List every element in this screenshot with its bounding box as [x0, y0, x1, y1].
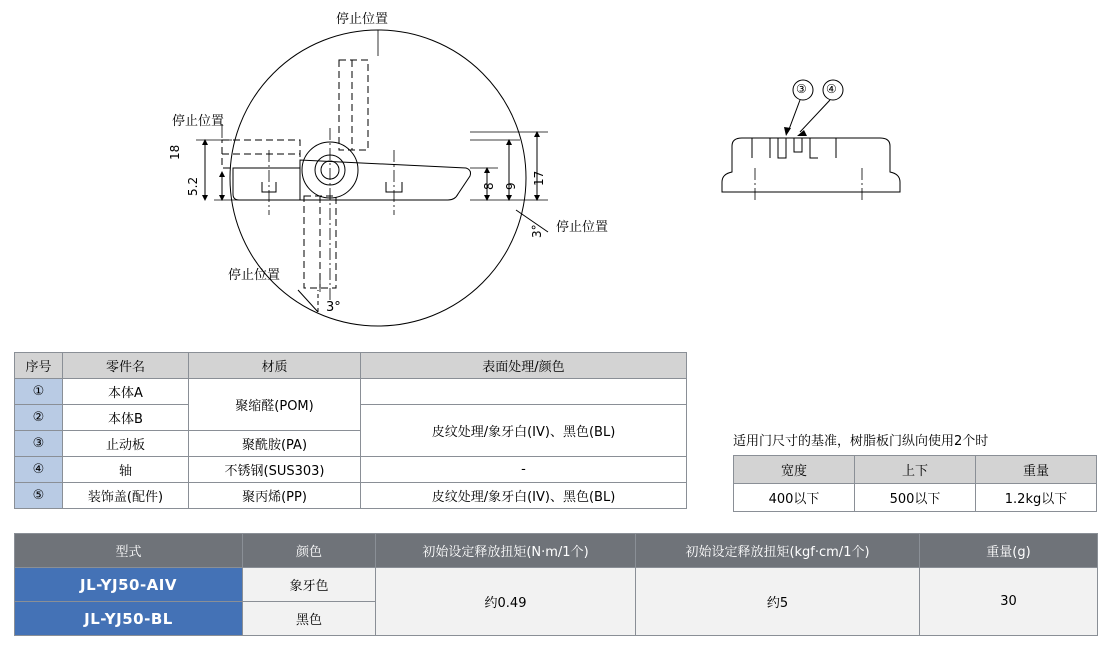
- label-stop-position-right: 停止位置: [556, 220, 609, 235]
- parts-header-name: 零件名: [63, 353, 189, 379]
- parts-row-0-finish: [361, 379, 687, 405]
- stop-position-upper-dashed: [339, 60, 368, 150]
- parts-header-finish: 表面处理/颜色: [361, 353, 687, 379]
- model-header-weight: 重量(g): [920, 534, 1098, 568]
- door-header-weight: 重量: [976, 456, 1097, 484]
- door-table-header-row: [734, 456, 1097, 484]
- model-row-0-color: 象牙色: [243, 568, 376, 602]
- model-table: [14, 533, 1098, 636]
- model-row-0-torque-kgf: 约5: [636, 568, 920, 636]
- model-row-0-weight: 30: [920, 568, 1098, 636]
- parts-row-1-no: ②: [15, 405, 63, 431]
- parts-header-material: 材质: [189, 353, 361, 379]
- table-row: [15, 379, 687, 405]
- dim-right-stack: [470, 131, 548, 201]
- stop-position-lower-dashed: [304, 196, 336, 288]
- model-header-torque-nm: 初始设定释放扭矩(N·m/1个): [376, 534, 636, 568]
- model-table-header-row: [15, 534, 1098, 568]
- dim-label-17: 17: [532, 170, 546, 186]
- parts-row-3-no: ④: [15, 457, 63, 483]
- door-value-weight: 1.2kg以下: [976, 484, 1097, 512]
- body-left-arm: [233, 168, 300, 200]
- side-view: [722, 80, 900, 200]
- model-row-1-name[interactable]: JL-YJ50-BL: [15, 602, 243, 636]
- parts-row-1-finish: 皮纹处理/象牙白(IV)、黑色(BL): [361, 405, 687, 457]
- door-header-width: 宽度: [734, 456, 855, 484]
- door-value-height: 500以下: [855, 484, 976, 512]
- table-row: [15, 483, 687, 509]
- parts-table: [14, 352, 687, 509]
- parts-row-2-no: ③: [15, 431, 63, 457]
- model-header-type: 型式: [15, 534, 243, 568]
- model-header-torque-kgf: 初始设定释放扭矩(kgf·cm/1个): [636, 534, 920, 568]
- parts-row-4-material: 聚丙烯(PP): [189, 483, 361, 509]
- model-row-0-torque-nm: 约0.49: [376, 568, 636, 636]
- parts-row-1-name: 本体B: [63, 405, 189, 431]
- centerlines: [269, 128, 394, 300]
- label-stop-position-left: 停止位置: [172, 114, 225, 129]
- angle-label-right: 3°: [530, 224, 544, 238]
- parts-row-4-no: ⑤: [15, 483, 63, 509]
- table-row: [15, 457, 687, 483]
- door-value-width: 400以下: [734, 484, 855, 512]
- callout-3-label: ③: [796, 82, 807, 96]
- dim-5-2: [214, 171, 240, 201]
- parts-row-0-name: 本体A: [63, 379, 189, 405]
- door-size-table: [733, 455, 1097, 512]
- table-row: [15, 568, 1098, 602]
- table-row: [734, 484, 1097, 512]
- dim-label-18: 18: [168, 144, 182, 160]
- parts-row-3-finish: -: [361, 457, 687, 483]
- parts-row-3-material: 不锈钢(SUS303): [189, 457, 361, 483]
- parts-row-4-name: 装饰盖(配件): [63, 483, 189, 509]
- dim-label-8: 8: [482, 182, 496, 190]
- parts-table-header-row: [15, 353, 687, 379]
- dim-label-5-2: 5.2: [186, 176, 200, 196]
- parts-row-2-name: 止动板: [63, 431, 189, 457]
- dim-label-9: 9: [504, 182, 518, 190]
- parts-row-2-material: 聚酰胺(PA): [189, 431, 361, 457]
- dim-18: [196, 139, 232, 201]
- angle-label-bottom: 3°: [326, 300, 341, 315]
- parts-header-no: 序号: [15, 353, 63, 379]
- label-stop-position-bottom: 停止位置: [228, 268, 281, 283]
- body-right-arm: [300, 160, 471, 200]
- model-header-color: 颜色: [243, 534, 376, 568]
- parts-row-3-name: 轴: [63, 457, 189, 483]
- parts-row-0-no: ①: [15, 379, 63, 405]
- door-size-note: 适用门尺寸的基准，树脂板门纵向使用2个时: [733, 434, 989, 449]
- model-row-1-color: 黑色: [243, 602, 376, 636]
- parts-row-0-material: 聚缩醛(POM): [189, 379, 361, 431]
- door-header-height: 上下: [855, 456, 976, 484]
- label-stop-position-top: 停止位置: [336, 12, 389, 27]
- parts-row-4-finish: 皮纹处理/象牙白(IV)、黑色(BL): [361, 483, 687, 509]
- model-row-0-name[interactable]: JL-YJ50-AIV: [15, 568, 243, 602]
- callout-4-label: ④: [826, 82, 837, 96]
